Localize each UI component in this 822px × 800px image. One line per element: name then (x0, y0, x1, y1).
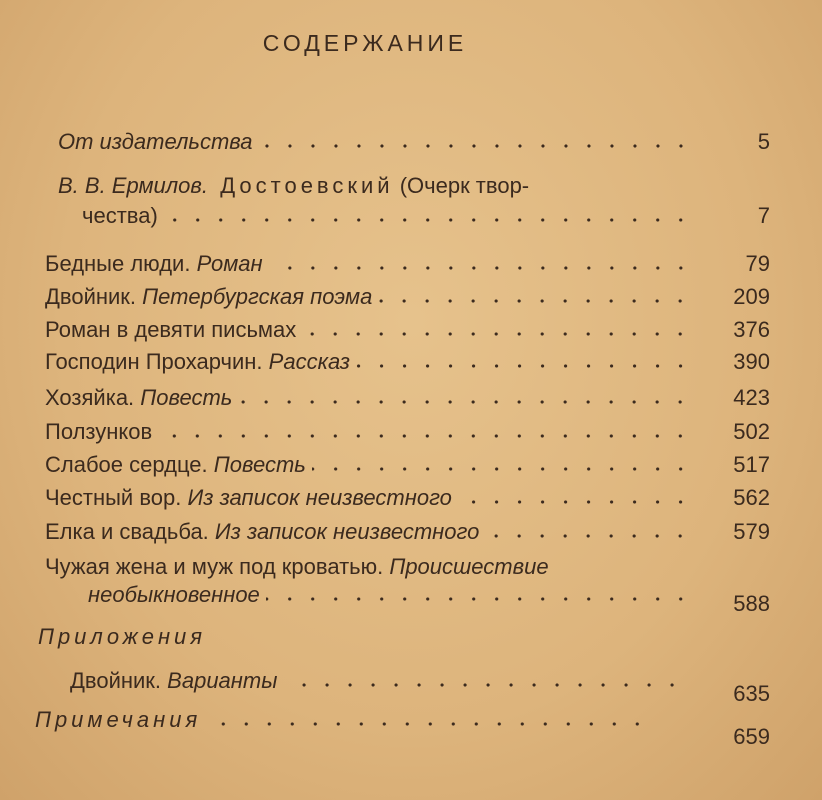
page-title: СОДЕРЖАНИЕ (262, 30, 468, 56)
toc-entry (45, 385, 698, 411)
dot-leader (378, 298, 692, 304)
toc-entry (35, 707, 655, 733)
page-number: 209 (733, 284, 770, 309)
dot-leader (259, 143, 692, 149)
toc-entry-cont (82, 203, 698, 229)
page-number: 390 (733, 349, 770, 374)
toc-entry (45, 519, 698, 545)
toc-entry (45, 554, 775, 580)
dot-leader (485, 533, 692, 539)
entry-title: Господин Прохарчин. (45, 349, 263, 374)
page-number: 579 (733, 519, 770, 544)
entry-genre: Петербургская поэма (142, 284, 373, 309)
dot-leader (207, 721, 649, 727)
entry-genre: Повесть (213, 452, 306, 477)
entry-title: Елка и свадьба. (45, 519, 209, 544)
entry-cont: чества) (82, 203, 158, 228)
appendix-title: Приложения (38, 624, 207, 649)
entry-title: Бедные люди. (45, 251, 191, 276)
entry-title: Ползунков (45, 419, 153, 444)
toc-entry (58, 173, 778, 199)
entry-genre: Роман (196, 251, 263, 276)
entry-genre: Из записок неизвестного (214, 519, 480, 544)
toc-entry (45, 349, 698, 375)
toc-entry (58, 129, 698, 155)
toc-entry (45, 485, 698, 511)
entry-title: Роман в девяти письмах (45, 317, 297, 342)
dot-leader (283, 682, 684, 688)
entry-title: От издательства (58, 129, 253, 154)
page-number: 588 (733, 591, 770, 616)
entry-title: Чужая жена и муж под кроватью. (45, 554, 384, 579)
toc-entry (45, 317, 698, 343)
dot-leader (269, 265, 692, 271)
entry-genre: Варианты (167, 668, 278, 693)
dot-leader (302, 331, 692, 337)
page-number: 423 (733, 385, 770, 410)
entry-genre: Из записок неизвестного (187, 485, 452, 510)
dot-leader (158, 433, 692, 439)
entry-title: Двойник. (45, 284, 137, 309)
toc-entry (45, 251, 698, 277)
toc-entry (45, 452, 698, 478)
entry-genre: Происшествие (389, 554, 549, 579)
toc-entry (45, 419, 698, 445)
entry-subtitle: (Очерк твор- (399, 173, 530, 198)
dot-leader (356, 363, 692, 369)
entry-genre: Повесть (140, 385, 233, 410)
toc-entry (70, 660, 690, 694)
entry-title: Честный вор. (45, 485, 182, 510)
page-number: 502 (733, 419, 770, 444)
page-number: 659 (733, 724, 770, 749)
entry-cont: необыкновенное (88, 582, 260, 607)
dot-leader (458, 499, 692, 505)
page-number: 7 (757, 203, 770, 228)
dot-leader (312, 466, 692, 472)
entry-title: Слабое сердце. (45, 452, 208, 477)
entry-title: Хозяйка. (45, 385, 135, 410)
notes-title: Примечания (35, 707, 202, 732)
page-number: 562 (733, 485, 770, 510)
entry-genre: Рассказ (268, 349, 350, 374)
page-number: 376 (733, 317, 770, 342)
page-number: 635 (733, 681, 770, 706)
page-number: 517 (733, 452, 770, 477)
entry-author: В. В. Ермилов. (58, 173, 209, 198)
toc-entry-cont (88, 582, 698, 608)
page-number: 79 (745, 251, 770, 276)
entry-title: Двойник. (70, 668, 162, 693)
entry-title: Достоевский (220, 173, 394, 198)
dot-leader (164, 217, 692, 223)
appendix-heading (38, 624, 206, 650)
page-number: 5 (757, 129, 770, 154)
dot-leader (266, 596, 692, 602)
toc-entry (45, 284, 698, 310)
dot-leader (238, 399, 692, 405)
